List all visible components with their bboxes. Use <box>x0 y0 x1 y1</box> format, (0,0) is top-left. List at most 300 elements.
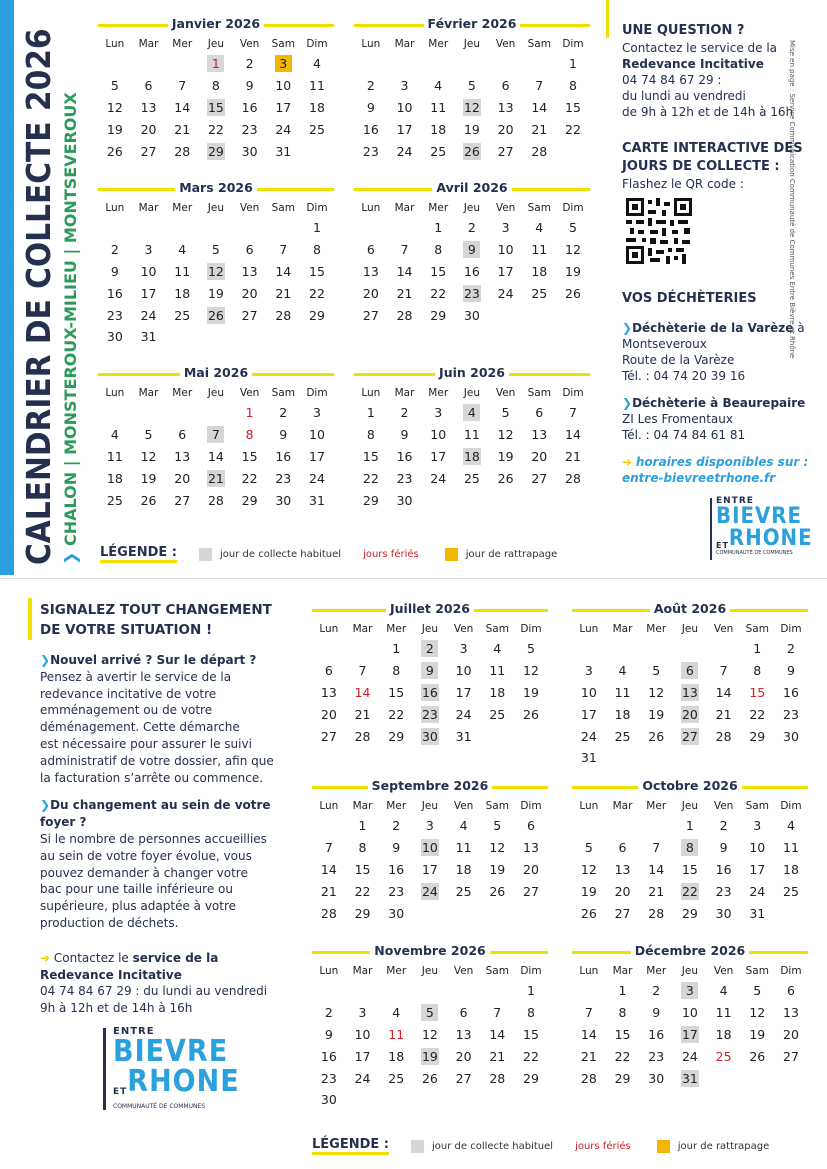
day-number: 22 <box>207 121 224 137</box>
empty-cell <box>740 1067 774 1089</box>
weekday-label: Mer <box>386 623 407 635</box>
legend-bottom <box>312 1137 769 1155</box>
day-cell <box>606 980 640 1002</box>
day-number: 5 <box>526 641 535 657</box>
day-number: 10 <box>580 684 597 700</box>
day-cell <box>480 703 514 725</box>
weekday-label: Dim <box>780 800 802 812</box>
empty-cell <box>522 53 556 75</box>
day-cell <box>379 880 413 902</box>
day-number: 8 <box>245 427 254 443</box>
day-cell <box>522 239 556 261</box>
day-cell <box>354 239 388 261</box>
weekday-label: Ven <box>453 965 474 977</box>
day-number: 11 <box>309 78 325 94</box>
day-number: 8 <box>211 78 220 94</box>
day-number: 25 <box>463 470 480 486</box>
day-cell <box>774 880 808 902</box>
day-cell <box>489 140 523 162</box>
day-cell <box>556 97 590 119</box>
day-cell <box>312 837 346 859</box>
day-number: 27 <box>320 728 337 744</box>
signalez-contact2: Redevance Incitative <box>40 967 182 982</box>
day-number: 16 <box>783 684 799 700</box>
day-number: 5 <box>110 78 119 94</box>
day-number: 11 <box>531 242 548 258</box>
day-number: 20 <box>614 883 631 899</box>
day-number: 30 <box>396 492 413 508</box>
signalez-title1: SIGNALEZ TOUT CHANGEMENT <box>40 602 272 618</box>
day-number: 18 <box>489 684 506 700</box>
calendar-title: CALENDRIER DE COLLECTE 2026 <box>19 28 58 565</box>
day-cell <box>639 859 673 881</box>
day-number: 3 <box>584 663 593 679</box>
day-number: 13 <box>523 840 539 856</box>
day-number: 21 <box>354 706 371 722</box>
day-number: 24 <box>140 307 157 323</box>
weekday-label: Jeu <box>421 965 439 977</box>
day-number: 11 <box>430 99 447 115</box>
day-number: 27 <box>241 307 258 323</box>
empty-cell <box>556 304 590 326</box>
day-number: 23 <box>783 706 799 722</box>
day-cell <box>455 239 489 261</box>
day-cell <box>354 304 388 326</box>
day-cell <box>489 239 523 261</box>
decheterie-1: ❯Déchèterie de la Varèze à <box>622 321 805 335</box>
day-number: 18 <box>309 99 325 115</box>
day-number: 2 <box>279 405 288 421</box>
carte-qr-text: Flashez le QR code : <box>622 177 744 191</box>
day-number: 6 <box>324 663 333 679</box>
day-number: 8 <box>526 1005 535 1021</box>
day-number: 24 <box>275 121 292 137</box>
horaires-link[interactable]: entre-bievreetrhone.fr <box>622 471 776 485</box>
empty-cell <box>266 326 300 348</box>
day-number: 1 <box>245 405 254 421</box>
day-cell <box>673 880 707 902</box>
day-cell <box>673 682 707 704</box>
day-cell <box>673 859 707 881</box>
day-cell <box>774 660 808 682</box>
day-cell <box>556 402 590 424</box>
weekday-label: Lun <box>105 387 125 399</box>
day-number: 6 <box>501 78 510 94</box>
day-number: 4 <box>463 404 480 421</box>
day-number: 9 <box>392 840 401 856</box>
day-number: 27 <box>362 307 379 323</box>
day-cell <box>98 239 132 261</box>
day-cell <box>673 660 707 682</box>
weekday-label: Ven <box>713 965 734 977</box>
day-cell <box>199 282 233 304</box>
weekday-label: Mer <box>646 623 667 635</box>
day-cell <box>707 1045 741 1067</box>
carte-title1: CARTE INTERACTIVE DES <box>622 141 803 156</box>
commune-1: CHALON <box>61 471 80 547</box>
communes-line: ❯ CHALON | MONSTEROUX-MILIEU | MONTSEVEROUX <box>61 92 80 565</box>
weekday-label: Mar <box>612 800 633 812</box>
month-calendar <box>98 182 334 348</box>
day-number: 17 <box>421 861 438 877</box>
day-number: 17 <box>140 285 157 301</box>
day-number: 5 <box>493 818 502 834</box>
day-number: 16 <box>715 861 732 877</box>
empty-cell <box>447 980 481 1002</box>
empty-cell <box>447 902 481 924</box>
day-cell <box>266 75 300 97</box>
weekday-label: Dim <box>520 623 542 635</box>
empty-cell <box>346 638 380 660</box>
day-number: 24 <box>580 728 597 744</box>
day-number: 29 <box>523 1070 539 1086</box>
day-cell <box>606 1045 640 1067</box>
day-number: 21 <box>531 121 548 137</box>
day-cell <box>379 725 413 747</box>
empty-cell <box>707 1067 741 1089</box>
day-number: 3 <box>459 641 468 657</box>
day-number: 19 <box>140 470 157 486</box>
weekday-label: Mar <box>394 387 415 399</box>
collecte-swatch <box>411 1140 424 1153</box>
day-cell <box>514 980 548 1002</box>
day-cell <box>346 815 380 837</box>
day-number: 18 <box>388 1048 405 1064</box>
day-cell <box>639 902 673 924</box>
day-cell <box>421 75 455 97</box>
day-number: 31 <box>275 143 292 159</box>
day-cell <box>379 638 413 660</box>
day-number: 9 <box>279 427 288 443</box>
month-calendar <box>312 780 548 924</box>
empty-cell <box>346 1089 380 1111</box>
day-number: 3 <box>434 405 443 421</box>
day-number: 22 <box>241 470 258 486</box>
day-number: 11 <box>783 840 799 856</box>
day-cell <box>132 282 166 304</box>
vertical-note: Mise en page : Service Communication Communauté de Communes Entre Bièvre et Rhône <box>788 40 796 359</box>
day-number: 1 <box>366 405 375 421</box>
day-number: 8 <box>753 663 762 679</box>
day-cell <box>455 140 489 162</box>
day-number: 31 <box>580 750 597 766</box>
day-cell <box>300 282 334 304</box>
day-number: 1 <box>392 641 401 657</box>
month-calendar <box>312 603 548 747</box>
day-cell <box>455 402 489 424</box>
empty-cell <box>421 489 455 511</box>
signalez-p2 <box>40 831 280 932</box>
weekday-label: Dim <box>520 800 542 812</box>
day-number: 21 <box>715 706 732 722</box>
day-number: 29 <box>430 307 447 323</box>
day-cell <box>740 859 774 881</box>
paragraph-line: au sein de votre foyer évolue, vous <box>40 848 252 863</box>
legend-title: LÉGENDE : <box>312 1137 389 1155</box>
day-number: 19 <box>523 684 539 700</box>
day-cell <box>522 140 556 162</box>
day-cell <box>388 446 422 468</box>
day-cell <box>707 725 741 747</box>
day-cell <box>606 725 640 747</box>
qr-code-icon[interactable] <box>626 198 692 264</box>
day-number: 25 <box>309 121 325 137</box>
day-number: 14 <box>207 448 224 464</box>
empty-cell <box>132 53 166 75</box>
day-cell <box>480 815 514 837</box>
day-number: 9 <box>421 662 438 679</box>
day-number: 24 <box>497 285 514 301</box>
day-number: 18 <box>614 706 631 722</box>
day-number: 17 <box>580 706 597 722</box>
day-cell <box>165 424 199 446</box>
day-cell <box>199 424 233 446</box>
day-cell <box>514 682 548 704</box>
day-cell <box>346 725 380 747</box>
weekday-label: Ven <box>239 38 260 50</box>
day-number: 11 <box>174 263 191 279</box>
day-number: 14 <box>531 99 548 115</box>
day-number: 26 <box>580 905 597 921</box>
day-cell <box>199 140 233 162</box>
decheterie-1-line1: Montseveroux <box>622 337 707 351</box>
day-number: 12 <box>140 448 157 464</box>
day-cell <box>774 815 808 837</box>
day-cell <box>388 140 422 162</box>
day-number: 9 <box>652 1005 661 1021</box>
day-cell <box>639 725 673 747</box>
weekday-label: Ven <box>453 800 474 812</box>
day-number: 30 <box>241 143 258 159</box>
day-cell <box>233 489 267 511</box>
day-cell <box>421 304 455 326</box>
day-cell <box>514 1045 548 1067</box>
day-number: 7 <box>568 405 577 421</box>
day-number: 26 <box>497 470 514 486</box>
day-number: 20 <box>681 706 698 722</box>
day-cell <box>199 446 233 468</box>
day-cell <box>388 489 422 511</box>
day-number: 14 <box>275 263 292 279</box>
day-cell <box>740 815 774 837</box>
weekday-label: Sam <box>527 202 551 214</box>
legend-feries: jours fériés <box>575 1140 631 1152</box>
weekday-label: Mar <box>138 387 159 399</box>
day-number: 3 <box>275 55 292 72</box>
day-cell <box>707 1002 741 1024</box>
day-number: 22 <box>354 883 371 899</box>
day-cell <box>639 837 673 859</box>
day-number: 22 <box>309 285 325 301</box>
day-cell <box>606 660 640 682</box>
day-cell <box>413 660 447 682</box>
day-number: 18 <box>783 861 799 877</box>
day-number: 6 <box>366 242 375 258</box>
day-number: 25 <box>106 492 123 508</box>
day-cell <box>522 97 556 119</box>
day-cell <box>199 53 233 75</box>
legend-collecte: jour de collecte habituel <box>220 548 342 560</box>
day-cell <box>346 837 380 859</box>
day-cell <box>132 261 166 283</box>
day-cell <box>165 446 199 468</box>
empty-cell <box>413 902 447 924</box>
empty-cell <box>455 489 489 511</box>
day-number: 22 <box>362 470 379 486</box>
day-cell <box>379 837 413 859</box>
arrow-icon: ➜ <box>40 950 51 965</box>
day-cell <box>673 1067 707 1089</box>
day-cell <box>388 75 422 97</box>
day-number: 28 <box>396 307 413 323</box>
day-number: 23 <box>362 143 379 159</box>
weekday-label: Ven <box>239 387 260 399</box>
day-cell <box>354 446 388 468</box>
day-cell <box>447 1067 481 1089</box>
chevron-right-icon: ❯ <box>61 551 80 565</box>
month-name: Novembre 2026 <box>370 943 489 958</box>
day-cell <box>707 682 741 704</box>
day-number: 20 <box>362 285 379 301</box>
day-cell <box>606 682 640 704</box>
day-number: 24 <box>430 470 447 486</box>
day-cell <box>606 1002 640 1024</box>
day-cell <box>447 1002 481 1024</box>
day-cell <box>388 467 422 489</box>
day-cell <box>522 424 556 446</box>
day-number: 20 <box>783 1026 799 1042</box>
day-number: 14 <box>580 1026 597 1042</box>
day-number: 1 <box>358 818 367 834</box>
day-cell <box>312 1067 346 1089</box>
day-number: 21 <box>207 470 224 486</box>
day-number: 16 <box>396 448 413 464</box>
day-cell <box>673 902 707 924</box>
day-number: 24 <box>421 883 438 899</box>
empty-cell <box>312 980 346 1002</box>
day-number: 29 <box>309 307 325 323</box>
empty-cell <box>413 1089 447 1111</box>
day-cell <box>98 467 132 489</box>
paragraph-line: emménagement ou de votre <box>40 703 213 718</box>
day-cell <box>312 1024 346 1046</box>
day-number: 6 <box>681 662 698 679</box>
day-number: 29 <box>241 492 258 508</box>
weekday-label: Lun <box>319 800 339 812</box>
day-number: 14 <box>354 684 371 700</box>
day-cell <box>413 880 447 902</box>
day-cell <box>132 97 166 119</box>
day-number: 6 <box>535 405 544 421</box>
day-cell <box>346 1045 380 1067</box>
day-number: 16 <box>648 1026 665 1042</box>
day-number: 23 <box>106 307 123 323</box>
day-cell <box>572 1067 606 1089</box>
day-number: 2 <box>467 220 476 236</box>
weekday-label: Lun <box>105 202 125 214</box>
day-cell <box>421 261 455 283</box>
empty-cell <box>522 489 556 511</box>
day-number: 25 <box>614 728 631 744</box>
day-number: 1 <box>753 641 762 657</box>
day-cell <box>312 725 346 747</box>
day-number: 2 <box>245 56 254 72</box>
weekday-label: Mar <box>138 38 159 50</box>
empty-cell <box>480 725 514 747</box>
day-number: 23 <box>320 1070 337 1086</box>
day-cell <box>673 703 707 725</box>
day-number: 11 <box>715 1005 732 1021</box>
day-number: 5 <box>144 427 153 443</box>
day-cell <box>388 402 422 424</box>
day-number: 4 <box>719 983 728 999</box>
day-number: 3 <box>400 78 409 94</box>
weekday-label: Mer <box>386 800 407 812</box>
weekday-label: Jeu <box>207 38 225 50</box>
day-number: 2 <box>421 640 438 657</box>
day-cell <box>514 815 548 837</box>
day-number: 19 <box>463 121 480 137</box>
day-number: 28 <box>648 905 665 921</box>
day-cell <box>300 489 334 511</box>
day-number: 27 <box>614 905 631 921</box>
day-number: 14 <box>396 263 413 279</box>
day-number: 28 <box>531 143 548 159</box>
day-number: 27 <box>497 143 514 159</box>
day-number: 3 <box>681 982 698 999</box>
day-cell <box>707 980 741 1002</box>
day-cell <box>199 118 233 140</box>
day-cell <box>266 97 300 119</box>
day-cell <box>447 682 481 704</box>
day-cell <box>489 75 523 97</box>
day-number: 16 <box>421 684 438 700</box>
day-cell <box>312 703 346 725</box>
day-number: 4 <box>786 818 795 834</box>
day-cell <box>132 304 166 326</box>
day-number: 6 <box>786 983 795 999</box>
day-cell <box>447 859 481 881</box>
day-cell <box>312 682 346 704</box>
empty-cell <box>572 815 606 837</box>
day-number: 6 <box>144 78 153 94</box>
day-number: 26 <box>421 1070 438 1086</box>
empty-cell <box>98 53 132 75</box>
day-number: 25 <box>174 307 191 323</box>
day-cell <box>354 140 388 162</box>
day-cell <box>480 1067 514 1089</box>
day-number: 15 <box>614 1026 631 1042</box>
day-cell <box>707 1024 741 1046</box>
day-cell <box>447 815 481 837</box>
day-number: 1 <box>568 56 577 72</box>
day-cell <box>707 837 741 859</box>
day-cell <box>233 446 267 468</box>
day-number: 23 <box>421 706 438 722</box>
empty-cell <box>480 980 514 1002</box>
day-number: 29 <box>749 728 766 744</box>
legend-top <box>100 545 557 563</box>
paragraph-line: pouvez demander à changer votre <box>40 865 248 880</box>
day-number: 27 <box>681 728 698 744</box>
day-number: 30 <box>648 1070 665 1086</box>
day-cell <box>556 467 590 489</box>
day-number: 5 <box>467 78 476 94</box>
weekday-label: Jeu <box>463 38 481 50</box>
weekday-label: Sam <box>271 38 295 50</box>
day-cell <box>673 1024 707 1046</box>
day-cell <box>740 1024 774 1046</box>
